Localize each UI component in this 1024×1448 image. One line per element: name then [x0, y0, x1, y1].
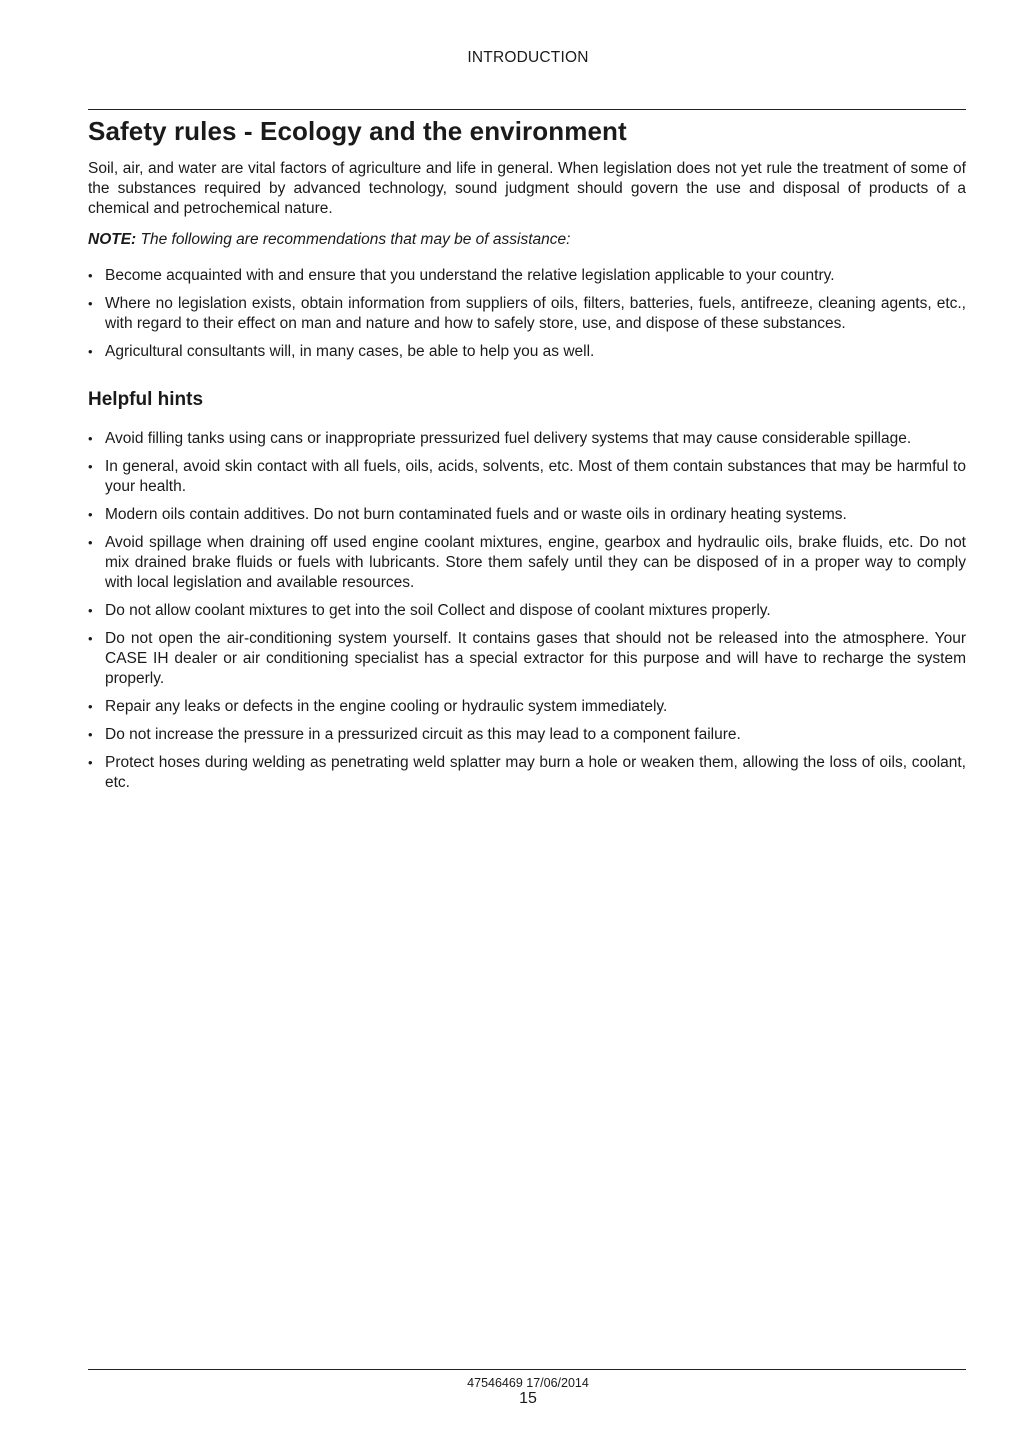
list-item-text: Repair any leaks or defects in the engine cooling or hydraulic system immediately.	[105, 698, 668, 715]
list-item-text: Do not allow coolant mixtures to get into the soil Collect and dispose of coolant mixtures properly.	[105, 602, 771, 619]
list-item-text: Agricultural consultants will, in many cases, be able to help you as well.	[105, 343, 595, 360]
bullet-icon: •	[88, 535, 93, 550]
footer-divider	[88, 1369, 966, 1370]
list-item-text: Protect hoses during welding as penetrating weld splatter may burn a hole or weaken them, allowing the loss of oils, coolant, etc.	[105, 754, 966, 791]
page-number: 15	[519, 1390, 537, 1407]
list-item-text: Where no legislation exists, obtain information from suppliers of oils, filters, batteries, fuels, antifreeze, cleaning agents, etc., with regard to their effect on man and nature and how to safely store, use, and dispose of these substances.	[105, 295, 966, 332]
bullet-icon: •	[88, 699, 93, 714]
intro-paragraph: Soil, air, and water are vital factors of agriculture and life in general. When legislation does not yet rule the treatment of some of the substances required by advanced technology, sound judgment should govern the use and disposal of products of a chemical and petrochemical nature.	[88, 160, 966, 217]
header-divider	[88, 109, 966, 110]
list-item-text: Avoid spillage when draining off used engine coolant mixtures, engine, gearbox and hydraulic oils, brake fluids, etc. Do not mix drained brake fluids or fuels with lubricants. Store them safely until they can be disposed of in a proper way to comply with local legislation and available resources.	[105, 534, 966, 591]
list-item	[88, 342, 966, 362]
note-label: NOTE:	[88, 231, 137, 248]
page-title: Safety rules - Ecology and the environment	[88, 116, 627, 146]
list-item	[88, 533, 966, 593]
recommendations-list	[88, 266, 966, 362]
bullet-icon: •	[88, 631, 93, 646]
helpful-hints-list	[88, 429, 966, 793]
bullet-icon: •	[88, 459, 93, 474]
bullet-icon: •	[88, 727, 93, 742]
bullet-icon: •	[88, 296, 93, 311]
bullet-icon: •	[88, 755, 93, 770]
list-item-text: Do not increase the pressure in a pressurized circuit as this may lead to a component failure.	[105, 726, 741, 743]
list-item	[88, 266, 966, 286]
list-item	[88, 753, 966, 793]
note-paragraph	[88, 230, 966, 250]
document-id: 47546469 17/06/2014	[467, 1376, 589, 1390]
page-header-section: INTRODUCTION	[467, 49, 589, 66]
bullet-icon: •	[88, 268, 93, 283]
list-item-text: Do not open the air-conditioning system yourself. It contains gases that should not be released into the atmosphere. Your CASE IH dealer or air conditioning specialist has a special extractor for this purpose and will have to recharge the system properly.	[105, 630, 966, 687]
bullet-icon: •	[88, 507, 93, 522]
list-item-text: Modern oils contain additives. Do not burn contaminated fuels and or waste oils in ordinary heating systems.	[105, 506, 847, 523]
list-item	[88, 629, 966, 689]
bullet-icon: •	[88, 431, 93, 446]
list-item	[88, 601, 966, 621]
list-item-text: Avoid filling tanks using cans or inappropriate pressurized fuel delivery systems that may cause considerable spillage.	[105, 430, 912, 447]
list-item	[88, 429, 966, 449]
list-item	[88, 725, 966, 745]
bullet-icon: •	[88, 603, 93, 618]
page-content	[88, 113, 966, 801]
list-item	[88, 697, 966, 717]
list-item	[88, 505, 966, 525]
bullet-icon: •	[88, 344, 93, 359]
list-item	[88, 457, 966, 497]
helpful-hints-heading: Helpful hints	[88, 389, 204, 410]
list-item-text: Become acquainted with and ensure that you understand the relative legislation applicable to your country.	[105, 267, 835, 284]
list-item	[88, 294, 966, 334]
note-text: The following are recommendations that may be of assistance:	[140, 231, 571, 248]
list-item-text: In general, avoid skin contact with all fuels, oils, acids, solvents, etc. Most of them contain substances that may be harmful to your health.	[105, 458, 966, 495]
